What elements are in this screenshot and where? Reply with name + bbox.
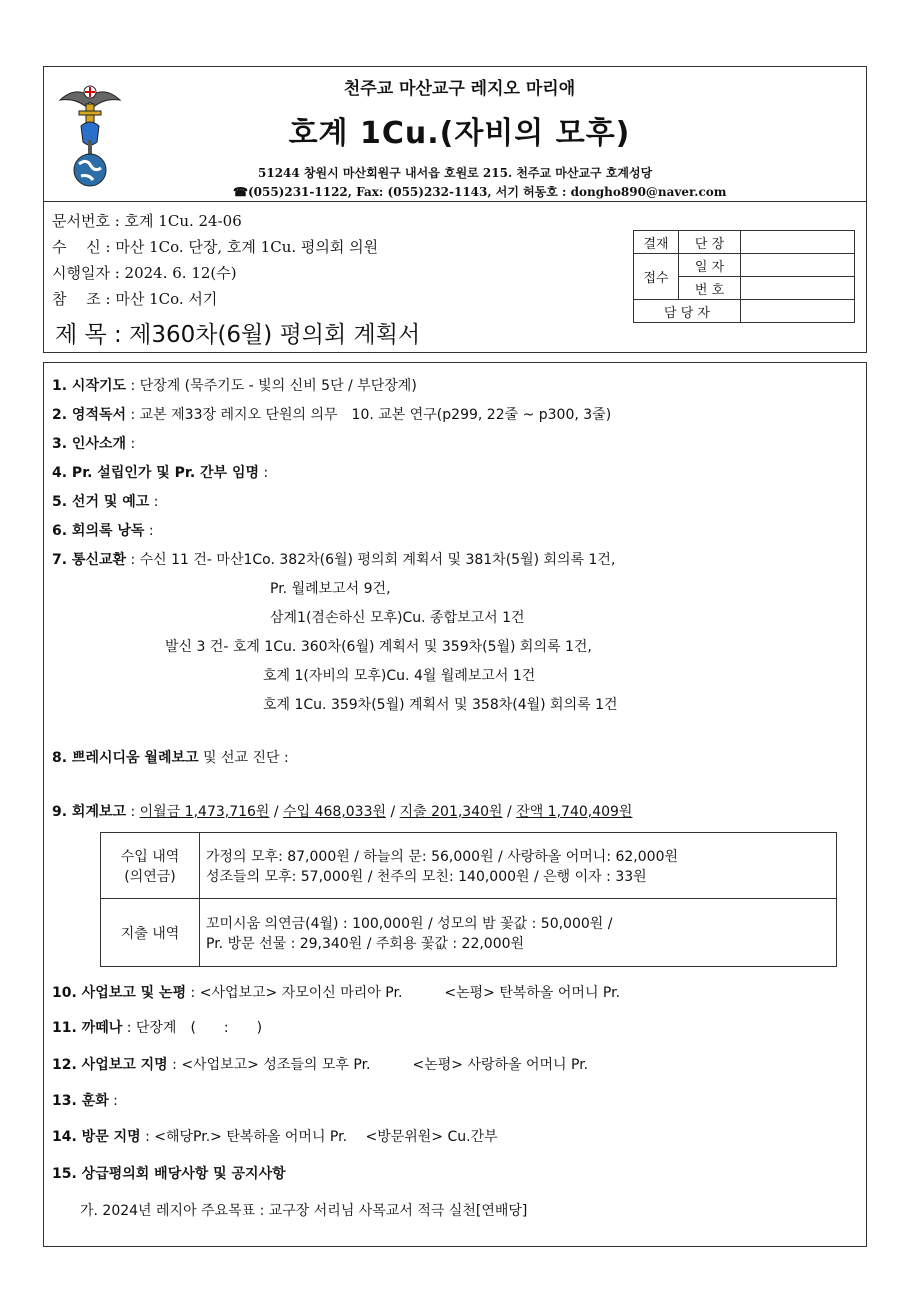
subject-title: 제 목 : 제360차(6월) 평의회 계획서 bbox=[55, 322, 421, 348]
correspondence-received-2: Pr. 월례보고서 9건, bbox=[270, 581, 391, 597]
carry-over-amount: 이월금 1,473,716원 bbox=[139, 804, 270, 820]
date-value-cell bbox=[741, 254, 855, 277]
contact-line: ☎(055)231-1122, Fax: (055)232-1143, 서기 허동호 : dongho890@naver.com bbox=[233, 185, 727, 199]
number-cell: 번 호 bbox=[679, 277, 741, 300]
organization-name: 천주교 마산교구 레지오 마리애 bbox=[343, 79, 576, 99]
issue-date: 시행일자 : 2024. 6. 12(수) bbox=[52, 264, 237, 282]
income-amount: 수입 468,033원 bbox=[283, 804, 387, 820]
item-notices: 15. 상급평의회 배당사항 및 공지사항 bbox=[52, 1166, 286, 1182]
expense-details: 꼬미시움 의연금(4월) : 100,000원 / 성모의 밤 꽃값 : 50,000원 / Pr. 방문 선물 : 29,340원 / 주회용 꽃값 : 22,000원 bbox=[200, 899, 837, 967]
item-introduction: 3. 인사소개 : bbox=[52, 436, 136, 452]
correspondence-sent-1: 발신 3 건- 호계 1Cu. 360차(6월) 계획서 및 359차(5월) 회의록 1건, bbox=[165, 639, 592, 655]
manager-sign-cell bbox=[741, 300, 855, 323]
correspondence-received-3: 삼계1(겸손하신 모후)Cu. 종합보고서 1건 bbox=[270, 610, 525, 626]
item-pr-approval: 4. Pr. 설립인가 및 Pr. 간부 임명 : bbox=[52, 465, 269, 481]
expense-amount: 지출 201,340원 bbox=[399, 804, 503, 820]
item-spiritual-reading: 2. 영적독서 : 교본 제33장 레지오 단원의 의무 10. 교본 연구(p299, 22줄 ~ p300, 3줄) bbox=[52, 407, 612, 423]
date-cell: 일 자 bbox=[679, 254, 741, 277]
item-report-assignment: 12. 사업보고 지명 : <사업보고> 성조들의 모후 Pr. <논평> 사랑하올 어머니 Pr. bbox=[52, 1057, 589, 1073]
item-visit-assignment: 14. 방문 지명 : <해당Pr.> 탄복하올 어머니 Pr. <방문위원> Cu.간부 bbox=[52, 1129, 498, 1145]
approval-cell: 결재 bbox=[634, 231, 679, 254]
item-activity-report: 10. 사업보고 및 논평 : <사업보고> 자모이신 마리아 Pr. <논평> 탄복하올 어머니 Pr. bbox=[52, 985, 621, 1001]
number-value-cell bbox=[741, 277, 855, 300]
document-number: 문서번호 : 호계 1Cu. 24-06 bbox=[52, 212, 242, 230]
item-opening-prayer: 1. 시작기도 : 단장계 (묵주기도 - 빛의 신비 5단 / 부단장계) bbox=[52, 378, 417, 394]
correspondence-sent-2: 호계 1(자비의 모후)Cu. 4월 월례보고서 1건 bbox=[263, 668, 536, 684]
balance-amount: 잔액 1,740,409원 bbox=[516, 804, 633, 820]
item-monthly-report: 8. 쁘레시디움 월례보고 및 선교 진단 : bbox=[52, 750, 289, 766]
income-details: 가정의 모후: 87,000원 / 하늘의 문: 56,000원 / 사랑하올 어머니: 62,000원 성조들의 모후: 57,000원 / 천주의 모친: 140,000원 / 은행 이자 : 33원 bbox=[200, 833, 837, 899]
item-correspondence: 7. 통신교환 : 수신 11 건- 마산1Co. 382차(6월) 평의회 계획서 및 381차(5월) 회의록 1건, bbox=[52, 552, 616, 568]
recipient: 수 신 : 마산 1Co. 단장, 호계 1Cu. 평의회 의원 bbox=[52, 238, 379, 256]
notice-a: 가. 2024년 레지아 주요목표 : 교구장 서리님 사목교서 적극 실천[연배당] bbox=[80, 1203, 528, 1219]
head-sign-cell bbox=[741, 231, 855, 254]
approval-table bbox=[633, 230, 855, 323]
manager-cell: 담 당 자 bbox=[634, 300, 741, 323]
council-title: 호계 1Cu.(자비의 모후) bbox=[288, 116, 631, 151]
address-line: 51244 창원시 마산회원구 내서읍 호원로 215. 천주교 마산교구 호계성당 bbox=[258, 166, 653, 180]
item-accounting: 9. 회계보고 : 이월금 1,473,716원 / 수입 468,033원 / 지출 201,340원 / 잔액 1,740,409원 bbox=[52, 804, 633, 820]
correspondence-sent-3: 호계 1Cu. 359차(5월) 계획서 및 358차(4월) 회의록 1건 bbox=[263, 697, 618, 713]
expense-label: 지출 내역 bbox=[101, 899, 200, 967]
finance-table bbox=[100, 832, 837, 967]
head-cell: 단 장 bbox=[679, 231, 741, 254]
receipt-cell: 접수 bbox=[634, 254, 679, 300]
item-allocution: 13. 훈화 : bbox=[52, 1093, 118, 1109]
reference: 참 조 : 마산 1Co. 서기 bbox=[52, 290, 218, 308]
item-minutes: 6. 회의록 낭독 : bbox=[52, 523, 154, 539]
item-catena: 11. 까떼나 : 단장계 ( : ) bbox=[52, 1020, 263, 1036]
income-label: 수입 내역 (의연금) bbox=[101, 833, 200, 899]
item-election: 5. 선거 및 예고 : bbox=[52, 494, 159, 510]
